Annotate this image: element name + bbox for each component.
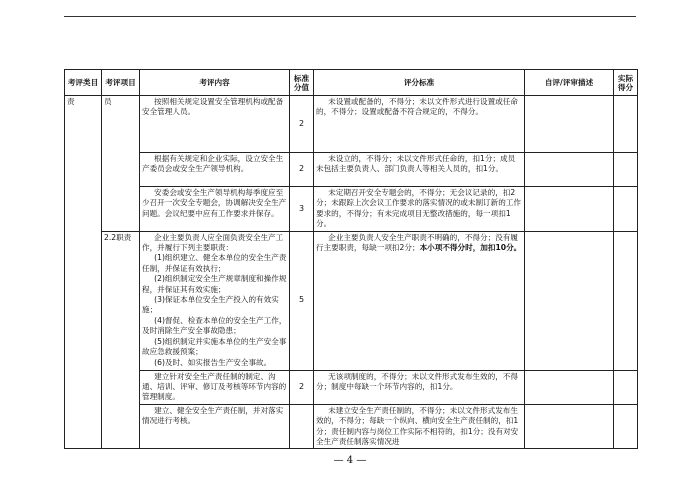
- page-number: — 4 —: [333, 455, 367, 466]
- criteria-text: 未设立的，不得分；未以文件形式任命的，扣1分；成员未包括主要负责人、部门负责人等相关人员的，扣1分。: [316, 154, 516, 174]
- duty-item: (2)组织制定安全生产规章制度和操作规程，并保证其有效实施；: [142, 274, 287, 294]
- table-header-row: [65, 70, 638, 96]
- actual-score-cell[interactable]: [614, 153, 638, 187]
- actual-score-cell[interactable]: [614, 231, 638, 370]
- header-item: 考评项目: [102, 70, 140, 96]
- content-cell: [140, 231, 290, 370]
- criteria-text: [316, 233, 522, 254]
- criteria-cell: [314, 153, 525, 187]
- criteria-text: 未设置或配备的，不得分；未以文件形式进行设置或任命的，不得分；设置或配备不符合规定的，不得分。: [316, 97, 518, 117]
- actual-score-cell[interactable]: [614, 96, 638, 153]
- header-score: 标准分值: [290, 70, 314, 96]
- content-text: 按照相关规定设置安全管理机构或配备安全管理人员。: [142, 97, 284, 117]
- self-review-cell[interactable]: [525, 404, 614, 449]
- actual-score-cell[interactable]: [614, 370, 638, 404]
- duty-item: (1)组织建立、健全本单位的安全生产责任制，并保证有效执行；: [142, 253, 287, 273]
- criteria-cell: [314, 187, 525, 232]
- criteria-cell: [314, 231, 525, 370]
- content-text: 建立针对安全生产责任制的制定、沟通、培训、评审、修订及考核等环节内容的管理制度。: [142, 371, 287, 402]
- criteria-cell: [314, 404, 525, 449]
- duty-item: (6)及时、如实报告生产安全事故。: [154, 357, 272, 367]
- item-cell: 员: [102, 96, 140, 232]
- duty-item: (4)督促、检查本单位的安全生产工作，及时消除生产安全事故隐患；: [142, 315, 287, 336]
- criteria-text: 无该项制度的，不得分；未以文件形式发布生效的，不得分；制度中每缺一个环节内容的，扣1分。: [316, 371, 518, 392]
- content-cell: [140, 153, 290, 187]
- content-cell: [140, 96, 290, 153]
- table-row: [65, 404, 638, 449]
- self-review-cell[interactable]: [525, 370, 614, 404]
- content-text: 建立、健全安全生产责任制，并对落实情况进行考核。: [142, 405, 284, 426]
- header-category: 考评类目: [65, 70, 102, 96]
- duty-item: (5)组织制定并实施本单位的生产安全事故应急救援预案；: [142, 336, 287, 357]
- table-row: [65, 187, 638, 232]
- content-intro: 企业主要负责人应全面负责安全生产工作，并履行下列主要职责：: [142, 232, 284, 253]
- criteria-cell: [314, 96, 525, 153]
- table-row: [65, 231, 638, 370]
- criteria-bold-penalty: 本小项不得分时，加扣10分。: [419, 243, 522, 253]
- score-cell: [290, 404, 314, 449]
- score-cell: 5: [290, 231, 314, 370]
- criteria-cell: [314, 370, 525, 404]
- header-criteria: 评分标准: [314, 70, 525, 96]
- content-cell: [140, 404, 290, 449]
- category-cell: 责: [65, 96, 102, 449]
- actual-score-cell[interactable]: [614, 187, 638, 232]
- header-content: 考评内容: [140, 70, 290, 96]
- criteria-text: 未建立安全生产责任制的，不得分；未以文件形式发布生效的，不得分；每缺一个纵向、横向安全生产责任制的，扣1分；责任制内容与岗位工作实际不相符的，扣1分；没有对安全生产责任制落实情况进: [316, 405, 519, 447]
- evaluation-table: [64, 69, 638, 449]
- actual-score-cell[interactable]: [614, 404, 638, 449]
- table-row: [65, 153, 638, 187]
- header-actual-score: 实际得分: [614, 70, 638, 96]
- self-review-cell[interactable]: [525, 231, 614, 370]
- table-row: [65, 96, 638, 153]
- content-cell: [140, 370, 290, 404]
- content-text: 安委会或安全生产领导机构每季度应至少召开一次安全专题会，协调解决安全生产问题。会议纪要中应有工作要求并保存。: [142, 188, 287, 218]
- content-cell: [140, 187, 290, 232]
- self-review-cell[interactable]: [525, 96, 614, 153]
- item-cell: 2.2职责: [102, 231, 140, 449]
- content-text: 根据有关规定和企业实际，设立安全生产委员会或安全生产领导机构。: [142, 154, 284, 174]
- header-self-review: 自评/评审描述: [525, 70, 614, 96]
- score-cell: 2: [290, 153, 314, 187]
- criteria-text: 未定期召开安全专题会的，不得分；无会议记录的，扣2分；未跟踪上次会议工作要求的落实情况的或未制订新的工作要求的，不得分；有未完成项目无整改措施的，每一项扣1分。: [316, 188, 522, 229]
- score-cell: 3: [290, 187, 314, 232]
- score-cell: 2: [290, 370, 314, 404]
- score-cell: 2: [290, 96, 314, 153]
- header-rule: [64, 16, 636, 17]
- table-row: [65, 370, 638, 404]
- criteria-plain: 企业主要负责人安全生产职责不明确的，不得分；没有履行主要职责，每缺一项扣2分；: [316, 232, 518, 253]
- self-review-cell[interactable]: [525, 187, 614, 232]
- self-review-cell[interactable]: [525, 153, 614, 187]
- duty-item: (3)保证本单位安全生产投入的有效实施；: [142, 295, 279, 315]
